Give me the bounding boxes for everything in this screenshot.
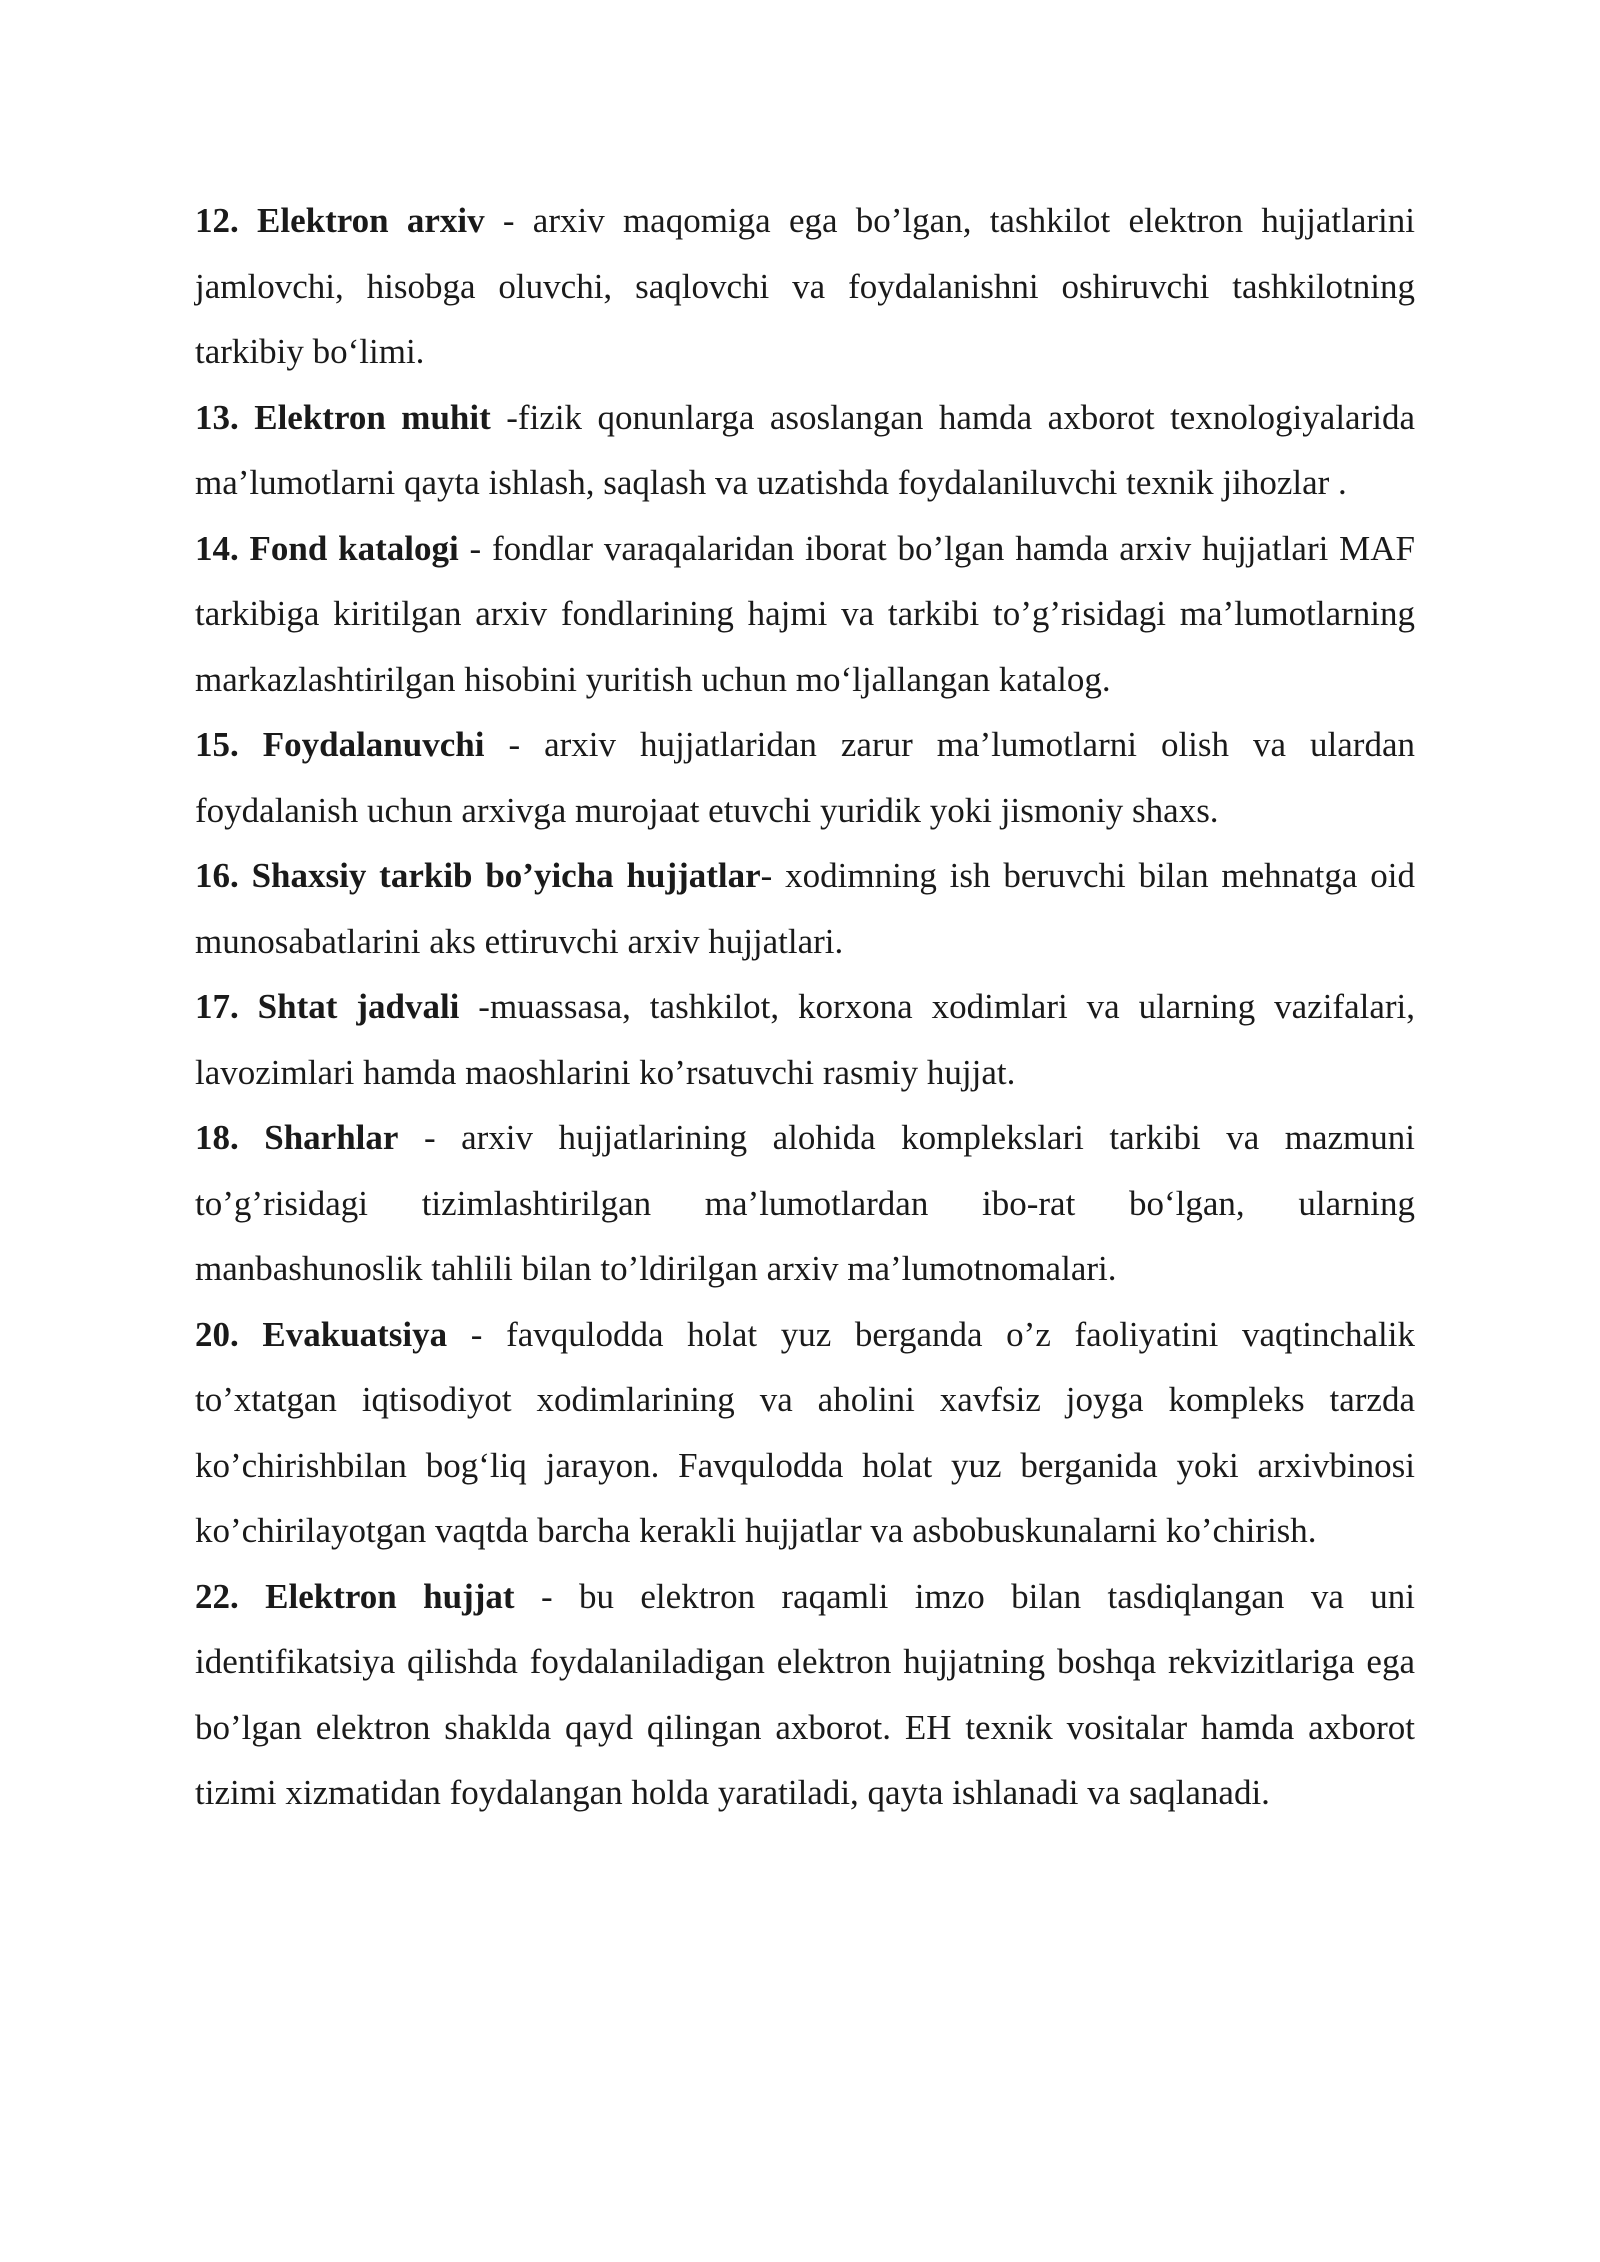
entry-shtat-jadvali <box>195 974 1415 1105</box>
entry-fond-katalogi <box>195 516 1415 713</box>
document-page <box>195 188 1415 1826</box>
entry-term: 12. Elektron arxiv <box>195 201 485 240</box>
entry-foydalanuvchi <box>195 712 1415 843</box>
entry-term: 18. Sharhlar <box>195 1118 399 1157</box>
entry-term: 20. Evakuatsiya <box>195 1314 448 1354</box>
entry-term: 14. Fond katalogi <box>195 528 459 568</box>
entry-definition: - arxiv hujjatlarining alohida komplekslari tarkibi va mazmuni to’g’risidagi tizimlashtirilgan ma’lumotlardan ibo-rat bo‘lgan, ularning manbashunoslik tahlili bilan to’ldirilgan arxiv ma’lumotnomalari. <box>195 1118 1415 1288</box>
entry-definition: -muassasa, tashkilot, korxona xodimlari va ularning vazifalari, lavozimlari hamda maoshlarini ko’rsatuvchi rasmiy hujjat. <box>195 987 1416 1092</box>
entry-definition: - favqulodda holat yuz berganda o’z faoliyatini vaqtinchalik to’xtatgan iqtisodiyot xodimlarining va aholini xavfsiz joyga kompleks tarzda ko’chirishbilan bog‘liq jarayon. Favqulodda holat yuz berganida yoki arxivbinosi ko’chirilayotgan vaqtda barcha kerakli hujjatlar va asbobuskunalarni ko’chirish. <box>195 1314 1415 1550</box>
entry-term: 22. Elektron hujjat <box>195 1576 515 1616</box>
entry-term: 16. Shaxsiy tarkib bo’yicha hujjatlar <box>195 856 761 895</box>
entry-definition: - xodimning ish beruvchi bilan mehnatga oid munosabatlarini aks ettiruvchi arxiv hujjatlari. <box>195 856 1415 961</box>
entry-definition: -fizik qonunlarga asoslangan hamda axborot texnologiyalarida ma’lumotlarni qayta ishlash, saqlash va uzatishda foydalaniluvchi texnik jihozlar . <box>195 397 1415 502</box>
entry-elektron-hujjat <box>195 1564 1415 1826</box>
entry-sharhlar <box>195 1105 1415 1302</box>
entry-evakuatsiya <box>195 1302 1415 1564</box>
entry-term: 13. Elektron muhit <box>195 397 491 437</box>
entry-term: 17. Shtat jadvali <box>195 987 460 1026</box>
entry-definition: - bu elektron raqamli imzo bilan tasdiqlangan va uni identifikatsiya qilishda foydalaniladigan elektron hujjatning boshqa rekvizitlariga ega bo’lgan elektron shaklda qayd qilingan axborot. EH texnik vositalar hamda axborot tizimi xizmatidan foydalangan holda yaratiladi, qayta ishlanadi va saqlanadi. <box>195 1576 1415 1812</box>
entry-definition: - arxiv hujjatlaridan zarur ma’lumotlarni olish va ulardan foydalanish uchun arxivga murojaat etuvchi yuridik yoki jismoniy shaxs. <box>195 725 1415 830</box>
entry-definition: - fondlar varaqalaridan iborat bo’lgan hamda arxiv hujjatlari MAF tarkibiga kiritilgan arxiv fondlarining hajmi va tarkibi to’g’risidagi ma’lumotlarning markazlashtirilgan hisobini yuritish uchun mo‘ljallangan katalog. <box>195 528 1415 699</box>
entry-elektron-muhit <box>195 385 1415 516</box>
entry-term: 15. Foydalanuvchi <box>195 725 485 764</box>
entry-definition: - arxiv maqomiga ega bo’lgan, tashkilot elektron hujjatlarini jamlovchi, hisobga oluvchi, saqlovchi va foydalanishni oshiruvchi tashkilotning tarkibiy bo‘limi. <box>195 201 1416 371</box>
entry-shaxsiy-tarkib <box>195 843 1415 974</box>
entry-elektron-arxiv <box>195 188 1415 385</box>
